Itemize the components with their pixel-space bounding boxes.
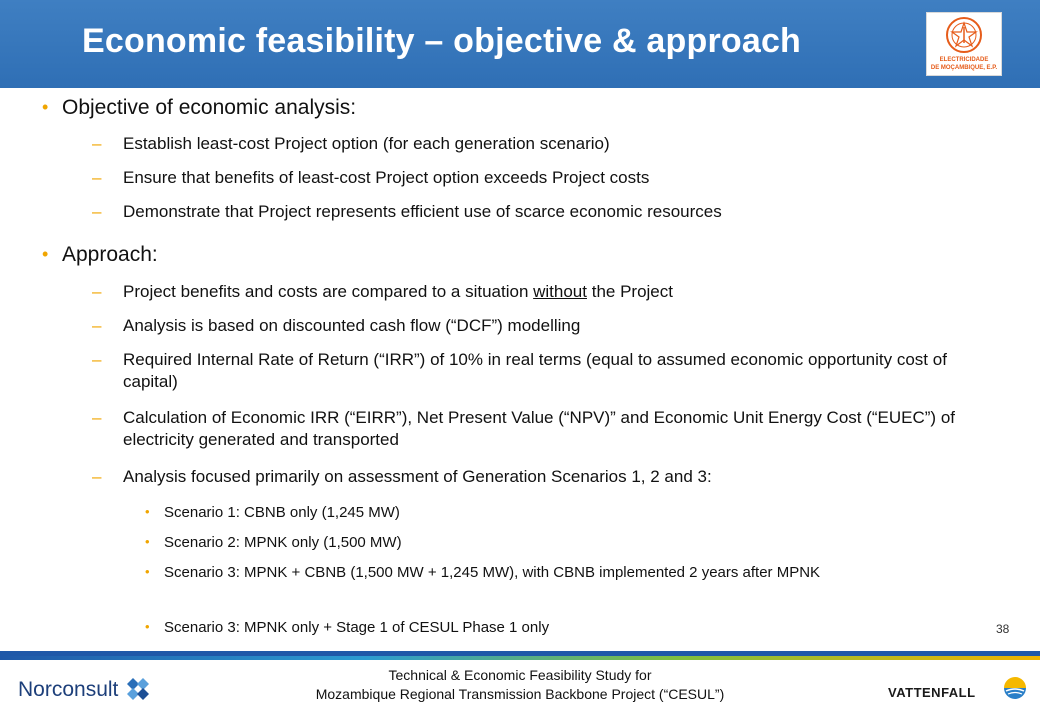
- sub-list-item-text: Scenario 1: CBNB only (1,245 MW): [164, 504, 400, 521]
- bullet-marker: •: [42, 97, 49, 117]
- bullet-marker: •: [145, 504, 150, 519]
- bullet-marker: •: [145, 534, 150, 549]
- norconsult-diamond-icon: [124, 676, 152, 704]
- footer-line-1: Technical & Economic Feasibility Study for: [388, 667, 652, 683]
- underlined-word: without: [533, 282, 587, 301]
- footer-line-2: Mozambique Regional Transmission Backbone Project (“CESUL”): [315, 686, 725, 702]
- page-number: 38: [996, 622, 1010, 636]
- list-item-text: Analysis focused primarily on assessment of Generation Scenarios 1, 2 and 3:: [123, 467, 712, 486]
- vattenfall-logo: VATTENFALL: [888, 685, 976, 700]
- vattenfall-sun-icon: [1000, 672, 1030, 702]
- list-item-text: Demonstrate that Project represents efficient use of scarce economic resources: [123, 202, 722, 221]
- list-item-text: Ensure that benefits of least-cost Project option exceeds Project costs: [123, 168, 650, 187]
- bullet-marker: •: [145, 619, 150, 634]
- bullet-marker: •: [145, 564, 150, 579]
- sub-list-item-text: Scenario 2: MPNK only (1,500 MW): [164, 534, 402, 551]
- dash-marker: –: [92, 408, 102, 427]
- dash-marker: –: [92, 202, 102, 221]
- list-item-text: Required Internal Rate of Return (“IRR”) of 10% in real terms (equal to assumed economic opportunity cost of capital): [123, 350, 947, 391]
- list-item-text: Calculation of Economic IRR (“EIRR”), Net Present Value (“NPV)” and Economic Unit Energy Cost (“EUEC”) of electricity generated and transported: [123, 408, 955, 449]
- dash-marker: –: [92, 282, 102, 301]
- dash-marker: –: [92, 467, 102, 486]
- sub-list-item-text: Scenario 3: MPNK only + Stage 1 of CESUL Phase 1 only: [164, 619, 550, 636]
- slide-title: Economic feasibility – objective & approach: [82, 22, 802, 60]
- bullet-marker: •: [42, 244, 49, 264]
- sub-list-item-text: Scenario 3: MPNK + CBNB (1,500 MW + 1,245 MW), with CBNB implemented 2 years after MPNK: [164, 564, 821, 581]
- dash-marker: –: [92, 350, 102, 369]
- dash-marker: –: [92, 168, 102, 187]
- edm-logo-text-2: DE MOÇAMBIQUE, E.P.: [930, 65, 998, 71]
- dash-marker: –: [92, 316, 102, 335]
- edm-logo-text-1: ELECTRICIDADE: [939, 57, 989, 63]
- text-part: Project benefits and costs are compared to a situation: [123, 282, 534, 301]
- norconsult-logo: Norconsult: [18, 678, 119, 701]
- footer-caption: [200, 666, 840, 704]
- dash-marker: –: [92, 134, 102, 153]
- footer-gradient-stripe: [0, 656, 1040, 660]
- list-item-text: [123, 281, 973, 303]
- text-part: the Project: [587, 282, 673, 301]
- section-heading: Approach:: [62, 243, 158, 266]
- list-item-text: Establish least-cost Project option (for each generation scenario): [123, 134, 610, 153]
- list-item-text: Analysis is based on discounted cash flow (“DCF”) modelling: [123, 316, 581, 335]
- section-heading: Objective of economic analysis:: [62, 96, 357, 119]
